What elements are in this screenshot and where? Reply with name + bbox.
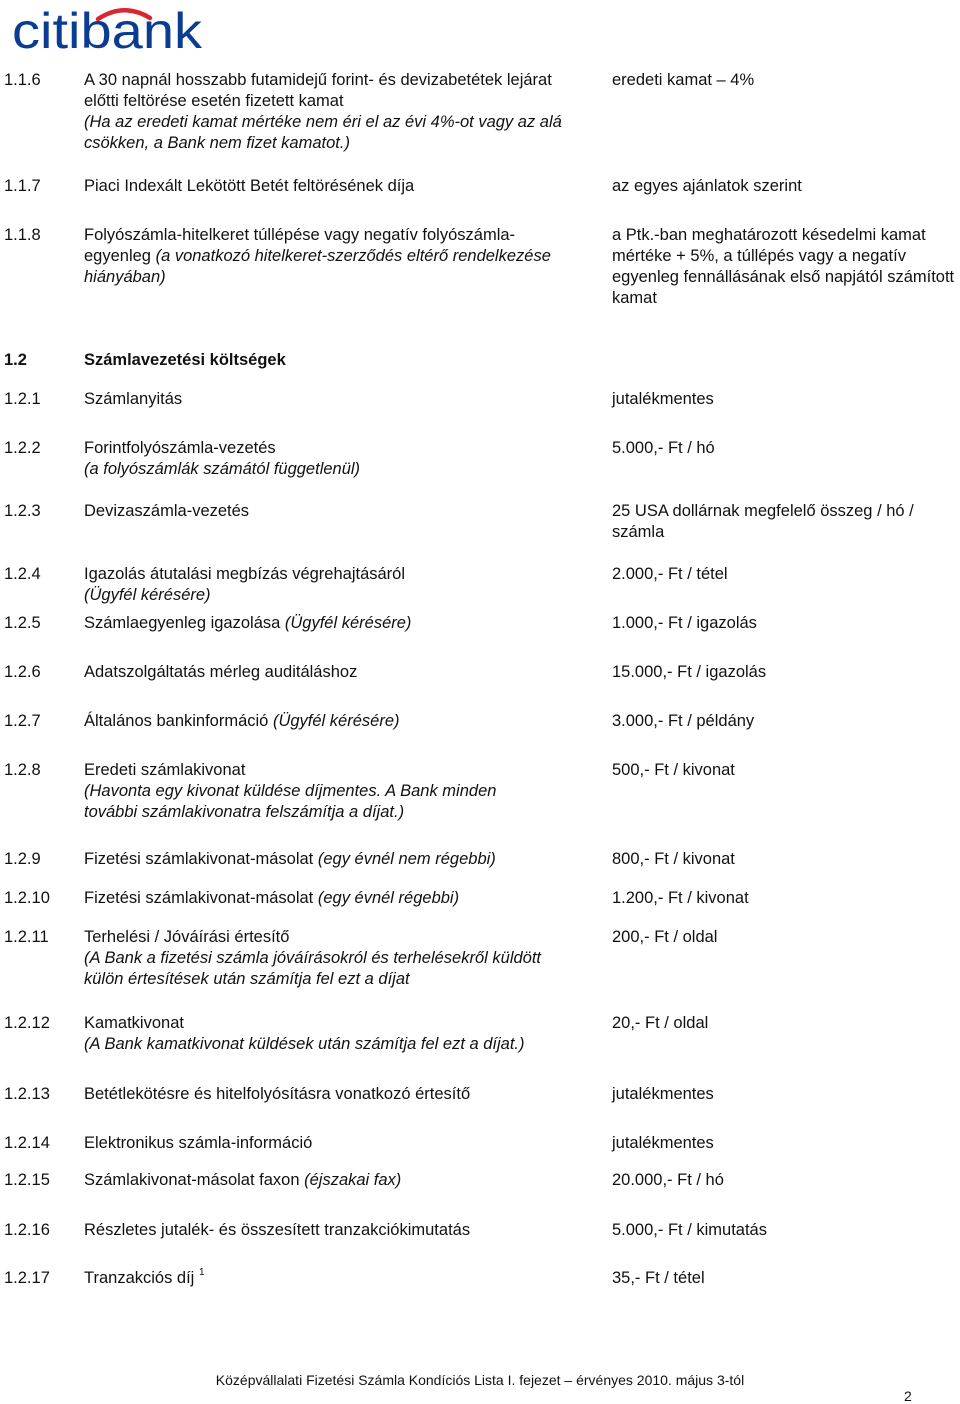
item-number: 1.2.4	[4, 565, 41, 583]
item-label: Elektronikus számla-információ	[84, 1134, 313, 1152]
item-value: 15.000,- Ft / igazolás	[612, 663, 767, 681]
item-value: eredeti kamat – 4%	[612, 71, 755, 89]
item-value: jutalékmentes	[612, 1134, 714, 1152]
item-description	[84, 760, 554, 823]
item-description	[84, 70, 584, 154]
item-description	[84, 711, 604, 732]
item-number: 1.2.14	[4, 1134, 50, 1152]
item-number: 1.2.16	[4, 1221, 50, 1239]
item-note: (egy évnél régebbi)	[317, 889, 460, 907]
item-description	[84, 1220, 604, 1241]
item-note: (A Bank kamatkivonat küldések után számítja fel ezt a díjat.)	[84, 1035, 525, 1053]
item-description	[84, 225, 554, 288]
item-label: Piaci Indexált Lekötött Betét feltörésének díja	[84, 177, 415, 195]
item-number: 1.2.3	[4, 502, 41, 520]
item-value: jutalékmentes	[612, 390, 714, 408]
item-number: 1.2.15	[4, 1171, 50, 1189]
item-value: 200,- Ft / oldal	[612, 928, 718, 946]
page-footer: Középvállalati Fizetési Számla Kondíciós Lista I. fejezet – érvényes 2010. május 3-tól	[215, 1372, 745, 1388]
item-note: (Ügyfél kérésére)	[84, 586, 211, 604]
item-description	[84, 1084, 604, 1105]
item-number: 1.2.12	[4, 1014, 50, 1032]
item-label: Tranzakciós díj	[84, 1269, 195, 1287]
item-value: 2.000,- Ft / tétel	[612, 565, 728, 583]
item-value: 500,- Ft / kivonat	[612, 761, 735, 779]
item-value: jutalékmentes	[612, 1085, 714, 1103]
item-label: Adatszolgáltatás mérleg auditáláshoz	[84, 663, 358, 681]
item-description	[84, 1133, 584, 1154]
section-number: 1.2	[4, 351, 27, 369]
item-number: 1.1.7	[4, 177, 41, 195]
item-label: Igazolás átutalási megbízás végrehajtásáról	[84, 565, 406, 583]
footnote-marker: 1	[198, 1266, 205, 1278]
item-value: a Ptk.-ban meghatározott késedelmi kamat mértéke + 5%, a túllépés vagy a negatív egyenleg fennállásának első napjától számított kamat	[612, 226, 955, 307]
item-value: 5.000,- Ft / kimutatás	[612, 1221, 767, 1239]
item-label: Fizetési számlakivonat-másolat	[84, 889, 314, 907]
item-label: Folyószámla-hitelkeret túllépése vagy negatív folyószámla-egyenleg	[84, 226, 516, 265]
item-value: 3.000,- Ft / példány	[612, 712, 755, 730]
item-description	[84, 849, 604, 870]
item-number: 1.2.6	[4, 663, 41, 681]
item-label: Általános bankinformáció	[84, 712, 269, 730]
item-number: 1.1.6	[4, 71, 41, 89]
item-description	[84, 927, 564, 990]
section-title: Számlavezetési költségek	[84, 351, 286, 369]
item-number: 1.2.9	[4, 850, 41, 868]
item-value: 20.000,- Ft / hó	[612, 1171, 724, 1189]
item-description	[84, 613, 604, 634]
item-note: (Ügyfél kérésére)	[284, 614, 412, 632]
item-description	[84, 1268, 584, 1289]
item-number: 1.2.13	[4, 1085, 50, 1103]
item-label: Kamatkivonat	[84, 1014, 184, 1032]
item-label: A 30 napnál hosszabb futamidejű forint- és devizabetétek lejárat előtti feltörése esetén fizetett kamat	[84, 71, 552, 110]
page-number: 2	[904, 1388, 912, 1404]
item-number: 1.2.17	[4, 1269, 50, 1287]
item-label: Betétlekötésre és hitelfolyósításra vonatkozó értesítő	[84, 1085, 471, 1103]
item-note: (egy évnél nem régebbi)	[317, 850, 496, 868]
item-label: Részletes jutalék- és összesített tranzakciókimutatás	[84, 1221, 471, 1239]
item-note: (Ügyfél kérésére)	[272, 712, 400, 730]
item-number: 1.2.7	[4, 712, 41, 730]
item-number: 1.2.5	[4, 614, 41, 632]
item-label: Számlanyitás	[84, 390, 183, 408]
item-description	[84, 662, 584, 683]
item-number: 1.2.2	[4, 439, 41, 457]
citibank-logo	[12, 4, 212, 56]
item-label: Fizetési számlakivonat-másolat	[84, 850, 314, 868]
item-description	[84, 438, 584, 480]
item-note: (Havonta egy kivonat küldése díjmentes. A Bank minden további számlakivonatra felszámítja a díjat.)	[84, 782, 497, 821]
logo-text: citibank	[12, 4, 204, 56]
item-value: 1.200,- Ft / kivonat	[612, 889, 749, 907]
item-value: 35,- Ft / tétel	[612, 1269, 705, 1287]
item-value: 1.000,- Ft / igazolás	[612, 614, 757, 632]
item-note: (éjszakai fax)	[304, 1171, 402, 1189]
item-description	[84, 176, 604, 197]
item-value: az egyes ajánlatok szerint	[612, 177, 802, 195]
item-value: 25 USA dollárnak megfelelő összeg / hó / számla	[612, 502, 914, 541]
item-description	[84, 1013, 604, 1055]
item-label: Terhelési / Jóváírási értesítő	[84, 928, 290, 946]
item-number: 1.2.10	[4, 889, 50, 907]
item-value: 20,- Ft / oldal	[612, 1014, 709, 1032]
item-note: (a vonatkozó hitelkeret-szerződés eltérő rendelkezése hiányában)	[84, 247, 551, 286]
item-value: 800,- Ft / kivonat	[612, 850, 735, 868]
item-number: 1.2.8	[4, 761, 41, 779]
item-note: (A Bank a fizetési számla jóváírásokról és terhelésekről küldött külön értesítések után számítja fel ezt a díjat	[84, 949, 542, 988]
item-label: Forintfolyószámla-vezetés	[84, 439, 276, 457]
item-number: 1.1.8	[4, 226, 41, 244]
item-label: Számlaegyenleg igazolása	[84, 614, 281, 632]
item-note: (Ha az eredeti kamat mértéke nem éri el az évi 4%-ot vagy az alá csökken, a Bank nem fizet kamatot.)	[84, 113, 562, 152]
item-description	[84, 564, 584, 606]
item-number: 1.2.11	[4, 928, 49, 946]
item-value: 5.000,- Ft / hó	[612, 439, 715, 457]
item-description	[84, 389, 584, 410]
item-number: 1.2.1	[4, 390, 41, 408]
item-description	[84, 501, 584, 522]
item-label: Eredeti számlakivonat	[84, 761, 246, 779]
item-note: (a folyószámlák számától függetlenül)	[84, 460, 361, 478]
item-description	[84, 888, 604, 909]
item-label: Devizaszámla-vezetés	[84, 502, 250, 520]
item-label: Számlakivonat-másolat faxon	[84, 1171, 300, 1189]
item-description	[84, 1170, 604, 1191]
